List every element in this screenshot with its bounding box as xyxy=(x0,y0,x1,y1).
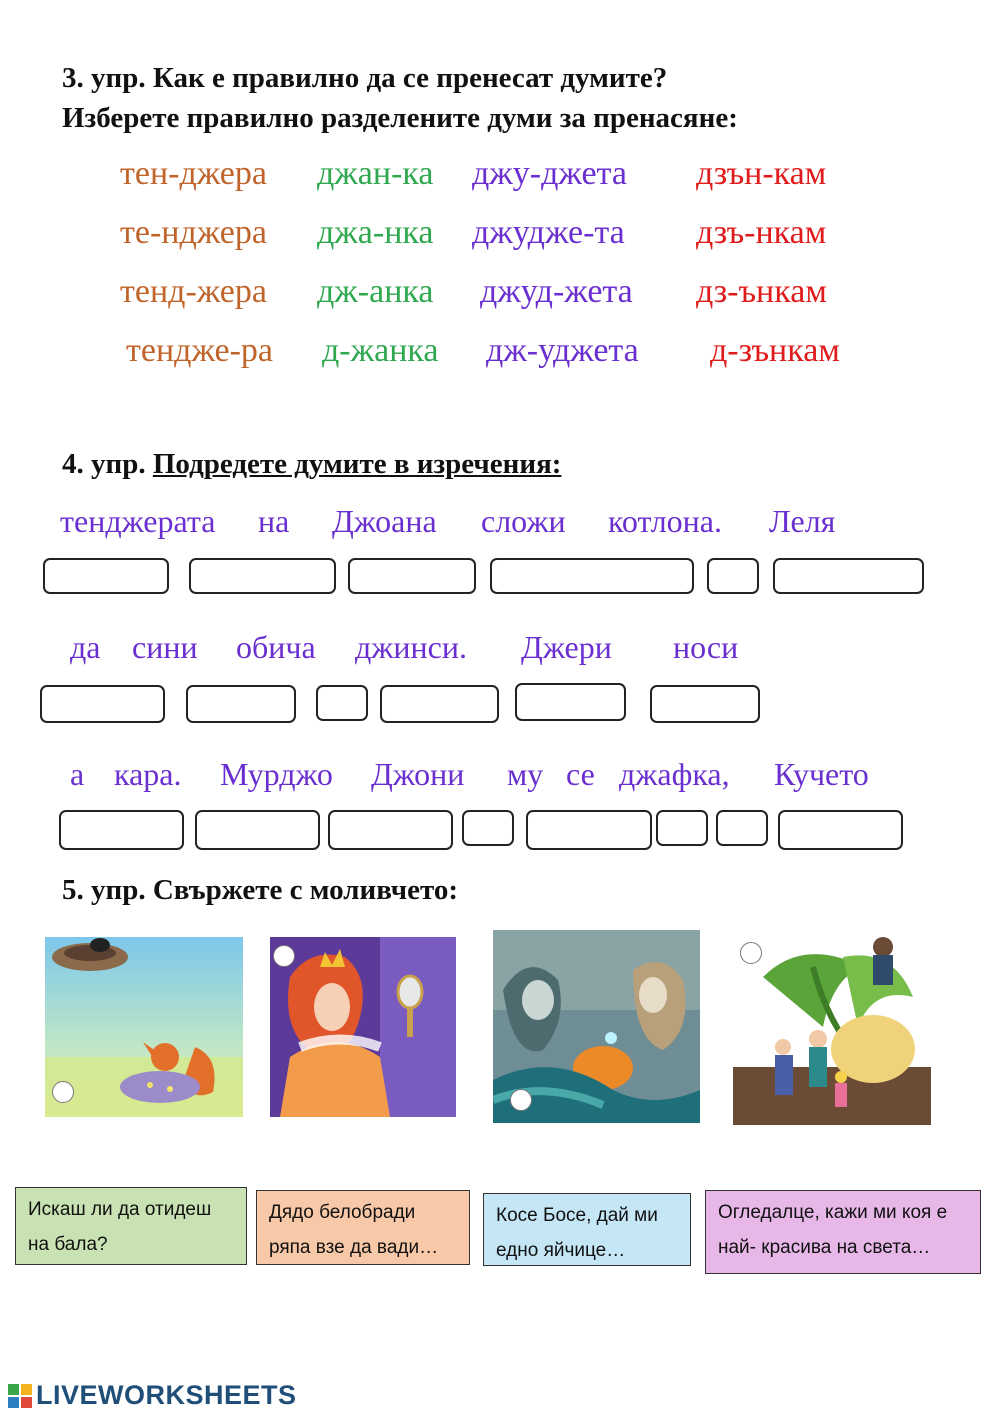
answer-input[interactable] xyxy=(778,810,903,850)
answer-input[interactable] xyxy=(773,558,924,594)
answer-input[interactable] xyxy=(462,810,514,846)
scrambled-word: Кучето xyxy=(774,756,869,792)
phrase-card-ball[interactable]: Искаш ли да отидеш на бала? xyxy=(15,1187,247,1265)
option-row4-word1[interactable]: тендже-ра xyxy=(126,332,273,369)
connect-dot[interactable] xyxy=(510,1089,532,1111)
option-row1-word3[interactable]: джу-джета xyxy=(472,155,627,192)
option-row4-word3[interactable]: дж-уджета xyxy=(486,332,639,369)
option-row1-word4[interactable]: дзън-кам xyxy=(696,155,827,192)
scrambled-word: му xyxy=(507,756,544,792)
scrambled-word: носи xyxy=(673,629,739,665)
exercise-4-title xyxy=(62,448,561,481)
answer-input[interactable] xyxy=(40,685,165,723)
scrambled-word: кара. xyxy=(114,756,182,792)
answer-input[interactable] xyxy=(380,685,499,723)
connect-dot[interactable] xyxy=(273,945,295,967)
scrambled-word: се xyxy=(566,756,595,792)
option-row2-word4[interactable]: дзъ-нкам xyxy=(696,214,827,251)
exercise-3-title: 3. упр. Как е правилно да се пренесат думите? xyxy=(62,62,668,94)
answer-input[interactable] xyxy=(189,558,336,594)
answer-input[interactable] xyxy=(43,558,169,594)
answer-input[interactable] xyxy=(348,558,476,594)
answer-input[interactable] xyxy=(186,685,296,723)
option-row3-word2[interactable]: дж-анка xyxy=(317,273,434,310)
option-row3-word1[interactable]: тенд-жера xyxy=(120,273,267,310)
scrambled-word: на xyxy=(258,503,290,539)
option-row3-word3[interactable]: джуд-жета xyxy=(480,273,633,310)
answer-input[interactable] xyxy=(656,810,708,846)
answer-input[interactable] xyxy=(316,685,368,721)
answer-input[interactable] xyxy=(490,558,694,594)
exercise-5-title: 5. упр. Свържете с моливчето: xyxy=(62,874,459,906)
scrambled-word: сини xyxy=(132,629,198,665)
phrase-card-egg[interactable]: Косе Босе, дай ми едно яйчице… xyxy=(483,1193,691,1266)
phrase-card-turnip[interactable]: Дядо белобради ряпа взе да вади… xyxy=(256,1190,470,1265)
scrambled-word: да xyxy=(70,629,101,665)
answer-input[interactable] xyxy=(650,685,760,723)
option-row2-word1[interactable]: те-нджера xyxy=(120,214,267,251)
answer-input[interactable] xyxy=(716,810,768,846)
answer-input[interactable] xyxy=(195,810,320,850)
option-row4-word4[interactable]: д-зънкам xyxy=(710,332,840,369)
answer-input[interactable] xyxy=(707,558,759,594)
fox-and-crow-illustration xyxy=(45,937,243,1117)
scrambled-word: джафка, xyxy=(619,756,730,792)
scrambled-word: Леля xyxy=(769,503,836,539)
fox-and-crow-picture xyxy=(45,937,243,1117)
option-row2-word2[interactable]: джа-нка xyxy=(317,214,434,251)
exercise-4-title-main: Подредете думите в изречения: xyxy=(152,448,562,480)
liveworksheets-icon xyxy=(8,1384,32,1408)
scrambled-word: Джери xyxy=(521,629,612,665)
scrambled-word: Джони xyxy=(371,756,465,792)
connect-dot[interactable] xyxy=(52,1081,74,1103)
answer-input[interactable] xyxy=(59,810,184,850)
cinderella-and-fairy-picture xyxy=(493,930,700,1123)
scrambled-word: джинси. xyxy=(355,629,467,665)
option-row1-word1[interactable]: тен-джера xyxy=(120,155,267,192)
option-row1-word2[interactable]: джан-ка xyxy=(317,155,434,192)
scrambled-word: а xyxy=(70,756,85,792)
queen-illustration xyxy=(270,937,456,1117)
exercise-4-title-prefix: 4. упр. xyxy=(62,448,146,480)
liveworksheets-brand: LIVEWORKSHEETS xyxy=(36,1380,297,1410)
queen-with-mirror-picture xyxy=(270,937,456,1117)
option-row3-word4[interactable]: дз-ънкам xyxy=(696,273,827,310)
answer-input[interactable] xyxy=(515,683,626,721)
scrambled-word: сложи xyxy=(481,503,566,539)
option-row4-word2[interactable]: д-жанка xyxy=(322,332,439,369)
liveworksheets-logo xyxy=(8,1380,297,1411)
scrambled-word: Джоана xyxy=(332,503,437,539)
answer-input[interactable] xyxy=(328,810,453,850)
scrambled-word: тенджерата xyxy=(60,503,216,539)
scrambled-word: котлона. xyxy=(608,503,722,539)
scrambled-word: Мурджо xyxy=(220,756,333,792)
exercise-3-subtitle: Изберете правилно разделените думи за пренасяне: xyxy=(62,102,738,134)
giant-turnip-picture xyxy=(723,927,931,1125)
answer-input[interactable] xyxy=(526,810,652,850)
scrambled-word: обича xyxy=(236,629,316,665)
connect-dot[interactable] xyxy=(740,942,762,964)
option-row2-word3[interactable]: джудже-та xyxy=(472,214,625,251)
phrase-card-mirror[interactable]: Огледалце, кажи ми коя е най- красива на света… xyxy=(705,1190,981,1274)
